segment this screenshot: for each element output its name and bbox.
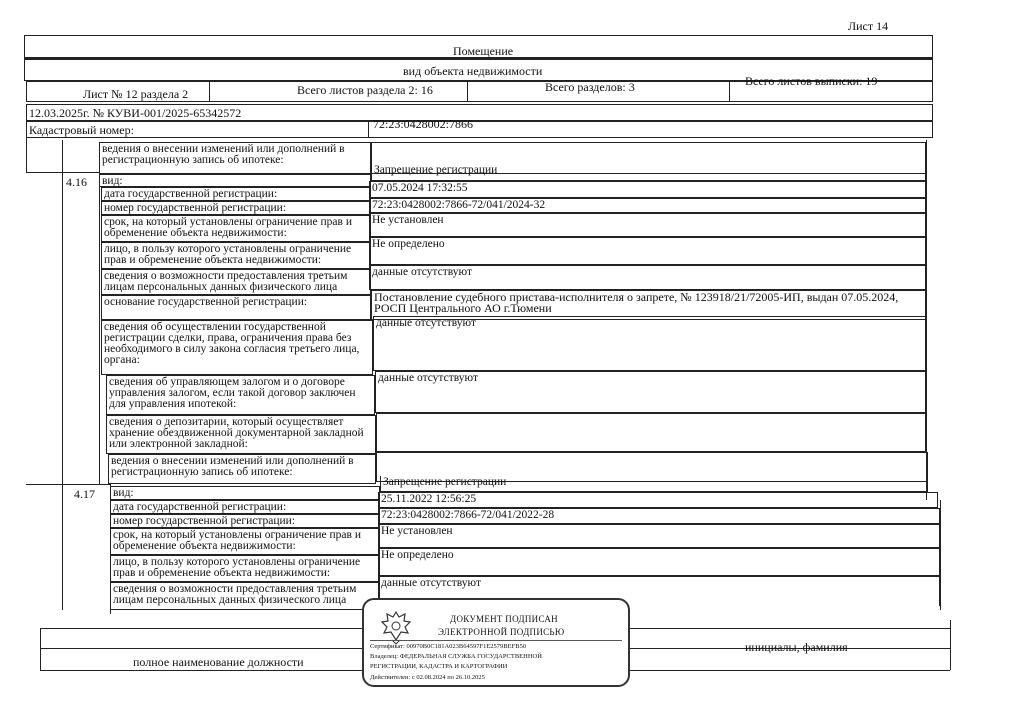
e416-deal-label: сведения об осуществлении государственной регистрации сделки, права, ограничения права без необходимого в силу закона согласия третьего лица, органа: (101, 320, 373, 375)
e416-person-label: лицо, в пользу которого установлены ограничение прав и обременение объекта недвижимости: (101, 242, 371, 269)
premises-title: Помещение (453, 44, 514, 58)
e416-basis-label: основание государственной регистрации: (101, 295, 371, 320)
cadastral-label: Кадастровый номер: (29, 123, 134, 137)
object-type: вид объекта недвижимости (403, 64, 543, 78)
position-label: полное наименование должности (133, 655, 304, 669)
e417-vid-label: вид: (110, 486, 380, 500)
entry-number-4-17: 4.17 (74, 487, 95, 501)
stamp-cert: Сертификат: 00970B0C181A023B64597F1E2579BEFB50 (370, 643, 527, 650)
sheet-info-row (26, 74, 933, 102)
e416-deal-value: данные отсутствуют (373, 316, 926, 371)
stamp-owner1: Владелец: ФЕДЕРАЛЬНАЯ СЛУЖБА ГОСУДАРСТВЕННОЙ (370, 653, 542, 660)
premises-header (24, 35, 933, 59)
cadastral-value: 72:23:0428002:7866 (373, 117, 474, 131)
e416-third-value: данные отсутствуют (369, 265, 926, 290)
e417-date-value: 25.11.2022 12:56:25 (378, 492, 938, 508)
e416-date-value: 07.05.2024 17:32:55 (369, 181, 926, 198)
e416-person-value: Не определено (369, 237, 926, 265)
e417-num-label: номер государственной регистрации: (110, 514, 380, 528)
sheet-number: Лист 14 (848, 19, 889, 33)
e416-num-value: 72:23:0428002:7866-72/041/2024-32 (369, 198, 926, 213)
e416-change-label: ведения о внесении изменений или дополнений в регистрационную запись об ипотеке: (108, 454, 376, 484)
e416-vid-label: вид: (99, 174, 371, 187)
e416-basis-value: Постановление судебного пристава-исполнителя о запрете, № 123918/21/72005-ИП, выдан 07.05.2024, РОСП Центрального АО г.Тюмени (371, 290, 926, 320)
sheet-no: Лист № 12 раздела 2 (83, 87, 189, 101)
e417-person-value: Не определено (378, 548, 940, 576)
stamp-line1: ДОКУМЕНТ ПОДПИСАН (450, 614, 558, 624)
e416-term-label: срок, на который установлены ограничение прав и обременение объекта недвижимости: (101, 215, 371, 242)
e416-pledge-label: сведения об управляющем залогом и о договоре управления залогом, если такой договор заключен для управления ипотекой: (106, 375, 375, 415)
entry-number-4-16: 4.16 (66, 175, 87, 189)
e417-third-value: данные отсутствуют (378, 576, 940, 606)
e416-pledge-value: данные отсутствуют (375, 371, 926, 413)
e416-third-label: сведения о возможности предоставления третьим лицам персональных данных физического лица (101, 269, 371, 295)
total-sheets-section: Всего листов раздела 2: 16 (297, 83, 433, 97)
e416-num-label: номер государственной регистрации: (101, 201, 371, 215)
e416-depo-value (376, 413, 926, 452)
total-sheets-extract: Всего листов выписки: 19 (745, 74, 878, 88)
stamp-owner2: РЕГИСТРАЦИИ, КАДАСТРА И КАРТОГРАФИИ (370, 663, 508, 670)
e417-vid-value: Запрещение регистрации (380, 476, 928, 492)
top-change-label: ведения о внесении изменений или дополнений в регистрационную запись об ипотеке: (99, 142, 371, 174)
date-ref: 12.03.2025г. № КУВИ-001/2025-65342572 (29, 106, 242, 120)
e-signature-stamp (362, 598, 630, 687)
e416-vid-value: Запрещение регистрации (371, 164, 926, 181)
total-sections: Всего разделов: 3 (545, 80, 635, 94)
e417-term-value: Не установлен (378, 524, 940, 548)
cadastral-row (26, 117, 933, 138)
e416-term-value: Не установлен (369, 213, 926, 237)
e417-num-value: 72:23:0428002:7866-72/041/2022-28 (378, 508, 940, 524)
e417-person-label: лицо, в пользу которого установлены ограничение прав и обременение объекта недвижимости: (110, 555, 380, 582)
date-ref-box (26, 104, 933, 121)
e416-depo-label: сведения о депозитарии, который осуществляет хранение обездвиженной документарной закладной или электронной закладной: (106, 415, 376, 454)
e416-date-label: дата государственной регистрации: (101, 187, 371, 201)
e417-third-label: сведения о возможности предоставления третьим лицам персональных данных физического лица (110, 582, 380, 610)
initials-label: инициалы, фамилия (745, 640, 848, 654)
e417-date-label: дата государственной регистрации: (110, 500, 380, 514)
stamp-line2: ЭЛЕКТРОННОЙ ПОДПИСЬЮ (438, 627, 565, 637)
stamp-valid: Действителен: с 02.08.2024 по 26.10.2025 (370, 674, 485, 681)
e417-term-label: срок, на который установлены ограничение прав и обременение объекта недвижимости: (110, 528, 380, 555)
